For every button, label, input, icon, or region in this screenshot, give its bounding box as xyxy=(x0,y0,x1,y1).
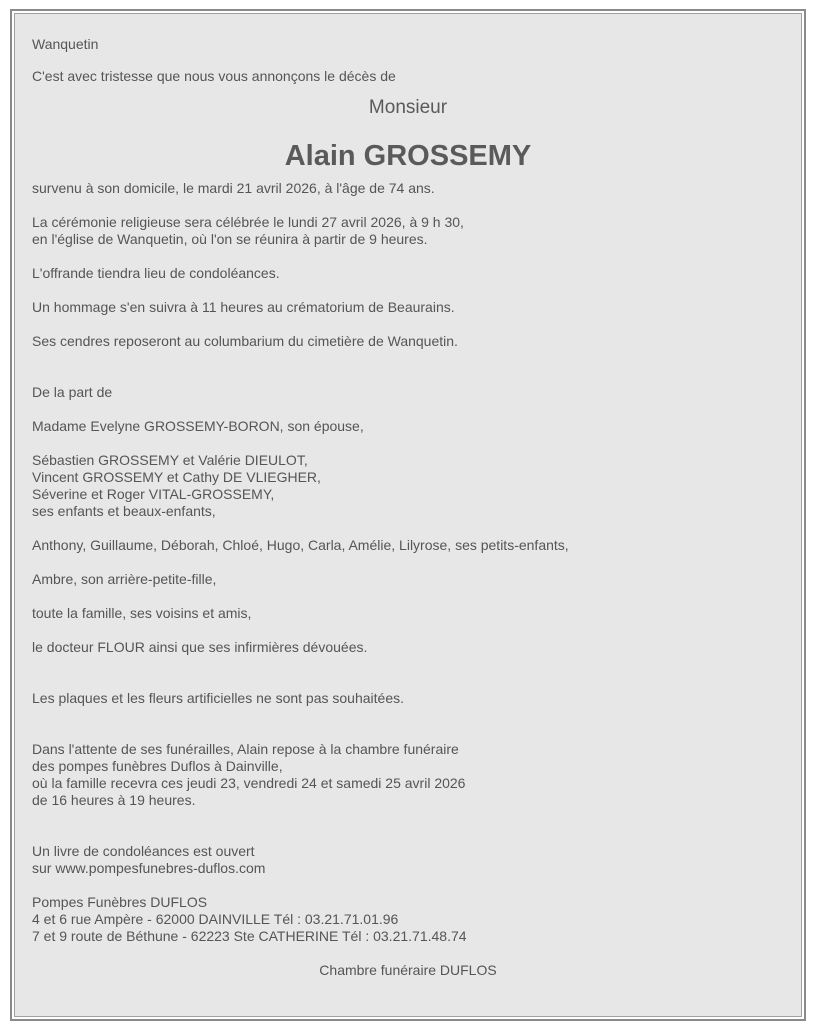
ceremony-line: en l'église de Wanquetin, où l'on se réunira à partir de 9 heures. xyxy=(32,231,428,247)
offering-text: L'offrande tiendra lieu de condoléances. xyxy=(32,265,280,281)
condolences-paragraph xyxy=(32,843,784,877)
children-paragraph xyxy=(32,452,784,520)
grandchildren-text: Anthony, Guillaume, Déborah, Chloé, Hugo, Carla, Amélie, Lilyrose, ses petits-enfants, xyxy=(32,537,569,553)
ashes-text: Ses cendres reposeront au columbarium du cimetière de Wanquetin. xyxy=(32,333,458,349)
funeral-home-line: 4 et 6 rue Ampère - 62000 DAINVILLE Tél : 03.21.71.01.96 xyxy=(32,911,399,927)
great-grandchild-text: Ambre, son arrière-petite-fille, xyxy=(32,571,217,587)
notice-panel xyxy=(14,13,802,1017)
condolences-line: sur www.pompesfunebres-duflos.com xyxy=(32,860,266,876)
visitation-line: Dans l'attente de ses funérailles, Alain repose à la chambre funéraire xyxy=(32,741,459,757)
notice-frame xyxy=(10,9,806,1021)
children-line: Vincent GROSSEMY et Cathy DE VLIEGHER, xyxy=(32,469,321,485)
ceremony-line: La cérémonie religieuse sera célébrée le lundi 27 avril 2026, à 9 h 30, xyxy=(32,214,464,230)
deceased-name: Alain GROSSEMY xyxy=(284,140,532,172)
condolences-line: Un livre de condoléances est ouvert xyxy=(32,843,255,859)
children-line: Sébastien GROSSEMY et Valérie DIEULOT, xyxy=(32,452,308,468)
funeral-home-line: Pompes Funèbres DUFLOS xyxy=(32,894,208,910)
tribute-text: Un hommage s'en suivra à 11 heures au crématorium de Beaurains. xyxy=(32,299,455,315)
funeral-home-line: 7 et 9 route de Béthune - 62223 Ste CATHERINE Tél : 03.21.71.48.74 xyxy=(32,928,467,944)
notice-content xyxy=(32,36,784,979)
doctor-text: le docteur FLOUR ainsi que ses infirmières dévouées. xyxy=(32,639,368,655)
visitation-paragraph xyxy=(32,741,784,809)
plaques-text: Les plaques et les fleurs artificielles ne sont pas souhaitées. xyxy=(32,690,404,706)
signature: Chambre funéraire DUFLOS xyxy=(319,962,497,978)
ceremony-paragraph xyxy=(32,214,784,248)
family-text: toute la famille, ses voisins et amis, xyxy=(32,605,252,621)
visitation-line: de 16 heures à 19 heures. xyxy=(32,792,196,808)
intro-text: C'est avec tristesse que nous vous annonçons le décès de xyxy=(32,68,396,84)
visitation-line: où la famille recevra ces jeudi 23, vendredi 24 et samedi 25 avril 2026 xyxy=(32,775,466,791)
visitation-line: des pompes funèbres Duflos à Dainville, xyxy=(32,758,283,774)
children-line: ses enfants et beaux-enfants, xyxy=(32,503,216,519)
location: Wanquetin xyxy=(32,36,99,52)
spouse-text: Madame Evelyne GROSSEMY-BORON, son épouse, xyxy=(32,418,364,434)
from-label: De la part de xyxy=(32,384,113,400)
honorific: Monsieur xyxy=(368,97,448,118)
death-announcement: survenu à son domicile, le mardi 21 avril 2026, à l'âge de 74 ans. xyxy=(32,180,435,196)
funeral-home-paragraph xyxy=(32,894,784,945)
children-line: Séverine et Roger VITAL-GROSSEMY, xyxy=(32,486,275,502)
